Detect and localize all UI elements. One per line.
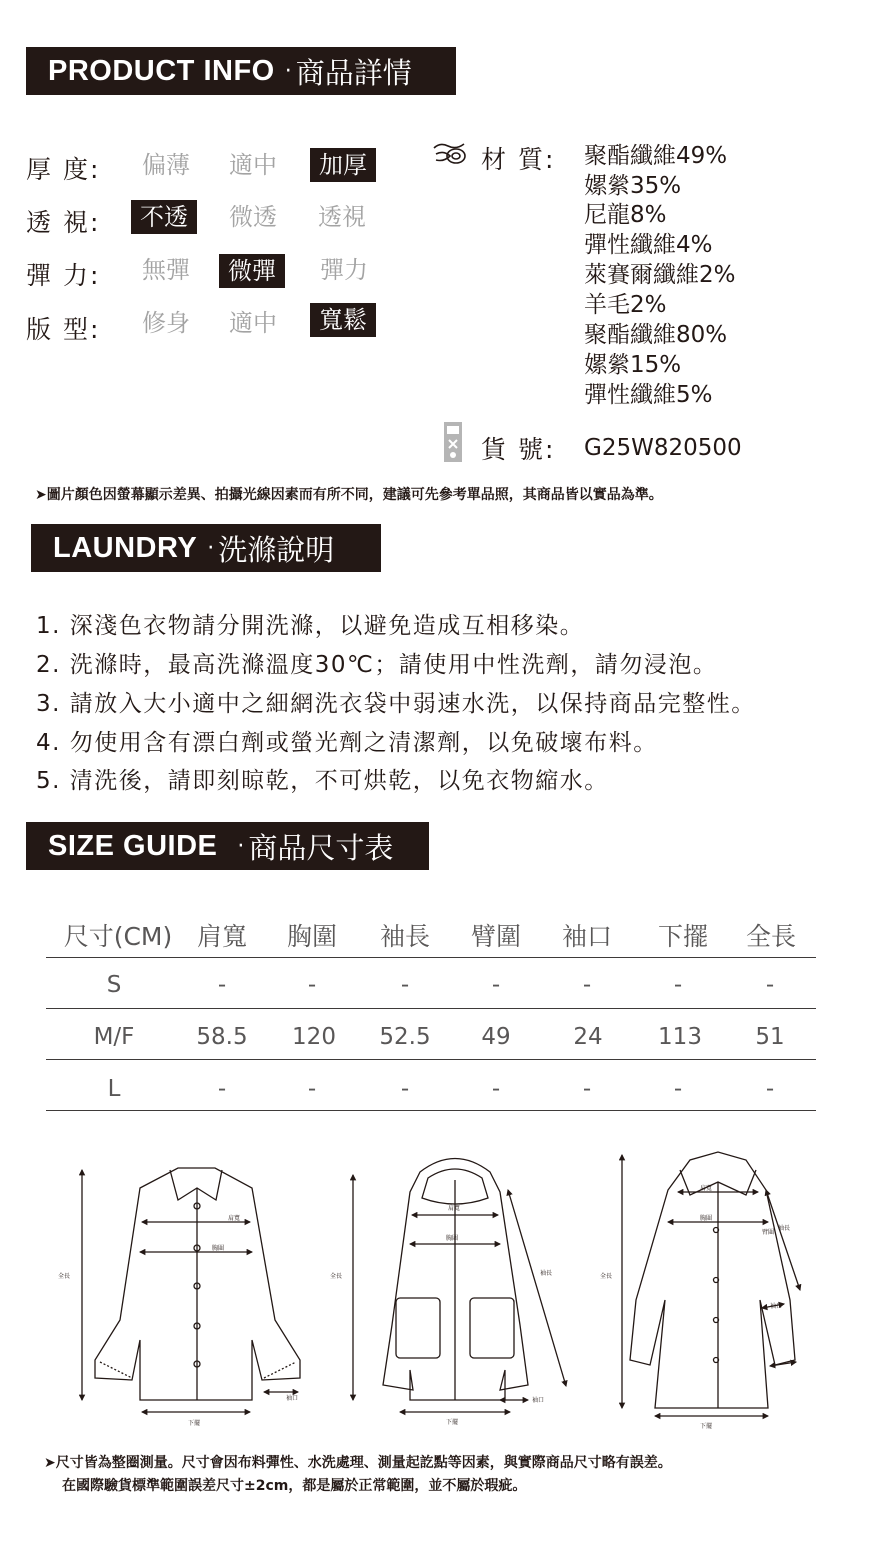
table-cell: - — [217, 972, 227, 998]
size-guide-title-zh: 商品尺寸表 — [248, 830, 394, 865]
label-hem: 下擺 — [188, 1420, 201, 1427]
diagram-labels — [58, 1184, 790, 1430]
laundry-title-en: LAUNDRY — [53, 531, 198, 564]
jacket-diagram — [82, 1168, 300, 1412]
table-divider — [46, 957, 816, 958]
table-header: 肩寬 — [196, 922, 248, 951]
attr-option: 彈力 — [320, 256, 368, 284]
material-item: 聚酯纖維80% — [584, 322, 728, 348]
laundry-line: 3. 請放入大小適中之細網洗衣袋中弱速水洗，以保持商品完整性。 — [36, 691, 756, 717]
table-cell: - — [673, 1076, 683, 1102]
label-chest: 胸圍 — [446, 1235, 459, 1242]
product-note: ➤圖片顏色因螢幕顯示差異、拍攝光線因素而有所不同，建議可先參考單品照，其商品皆以實品為準。 — [35, 487, 663, 503]
size-note-line: 在國際驗貨標準範圍誤差尺寸±2cm，都是屬於正常範圍，並不屬於瑕疵。 — [62, 1478, 527, 1494]
table-cell: - — [765, 1076, 775, 1102]
product-info-title-zh: 商品詳情 — [295, 55, 412, 90]
table-cell: 51 — [755, 1024, 785, 1050]
thread-spool-icon — [430, 140, 472, 170]
attr-option: 透視 — [318, 203, 366, 231]
label-shoulder: 肩寬 — [228, 1215, 241, 1222]
measurement-diagrams — [0, 1130, 875, 1430]
laundry-line: 2. 洗滌時，最高洗滌溫度30℃；請使用中性洗劑，請勿浸泡。 — [36, 652, 718, 678]
table-cell: 49 — [481, 1024, 511, 1050]
table-cell: - — [765, 972, 775, 998]
table-cell: - — [582, 1076, 592, 1102]
label-sleeve: 袖長 — [778, 1225, 791, 1232]
table-cell: - — [673, 972, 683, 998]
table-header: 袖長 — [379, 922, 431, 951]
attr-label-fit: 版 型: — [26, 315, 101, 344]
label-chest: 胸圍 — [700, 1215, 713, 1222]
material-item: 彈性纖維4% — [584, 232, 713, 258]
size-note-line: ➤尺寸皆為整圈測量。尺寸會因布料彈性、水洗處理、測量起訖點等因素，與實際商品尺寸略有誤差。 — [44, 1455, 672, 1471]
table-header: 袖口 — [561, 922, 613, 951]
laundry-title-zh: 洗滌說明 — [218, 532, 335, 567]
material-item: 嫘縈35% — [584, 173, 682, 199]
attr-option-selected: 不透 — [131, 200, 197, 234]
tag-icon — [441, 420, 465, 464]
material-item: 聚酯纖維49% — [584, 143, 728, 169]
sku-label: 貨 號: — [481, 435, 556, 464]
laundry-line: 5. 清洗後，請即刻晾乾，不可烘乾，以免衣物縮水。 — [36, 768, 609, 794]
table-cell: - — [307, 972, 317, 998]
table-cell: - — [491, 1076, 501, 1102]
label-sleeve: 袖長 — [540, 1270, 553, 1277]
label-arm: 臂圍 — [762, 1229, 775, 1236]
size-guide-title-en: SIZE GUIDE — [48, 829, 218, 862]
attr-option-selected: 微彈 — [219, 254, 285, 288]
size-guide-banner — [26, 822, 429, 870]
label-length: 全長 — [330, 1273, 343, 1280]
label-shoulder: 肩寬 — [448, 1205, 461, 1212]
table-divider — [46, 1008, 816, 1009]
table-cell-size: M/F — [93, 1024, 135, 1050]
label-length: 全長 — [58, 1273, 71, 1280]
table-cell: 58.5 — [196, 1024, 248, 1050]
table-cell: 24 — [573, 1024, 603, 1050]
table-header: 下擺 — [657, 922, 709, 951]
laundry-line: 4. 勿使用含有漂白劑或螢光劑之清潔劑，以免破壞布料。 — [36, 730, 658, 756]
label-cuff: 袖口 — [286, 1395, 299, 1402]
table-cell: 113 — [658, 1024, 702, 1050]
label-hem: 下擺 — [700, 1423, 713, 1430]
attr-option: 微透 — [229, 203, 277, 231]
label-cuff: 袖口 — [770, 1303, 783, 1310]
label-chest: 胸圍 — [212, 1245, 225, 1252]
label-hem: 下擺 — [446, 1419, 459, 1426]
table-cell-size: S — [106, 972, 122, 998]
material-label: 材 質: — [481, 145, 556, 174]
table-cell: 120 — [292, 1024, 336, 1050]
label-shoulder: 肩寬 — [700, 1185, 713, 1192]
table-cell: - — [217, 1076, 227, 1102]
table-cell: - — [400, 972, 410, 998]
table-cell: 52.5 — [379, 1024, 431, 1050]
table-cell: - — [307, 1076, 317, 1102]
table-header-size: 尺寸(CM) — [63, 922, 173, 951]
attr-option-selected: 加厚 — [310, 148, 376, 182]
hoodie-diagram — [353, 1159, 566, 1413]
attr-option: 無彈 — [142, 256, 190, 284]
attr-label-opacity: 透 視: — [26, 208, 101, 237]
label-length: 全長 — [600, 1273, 613, 1280]
attr-option: 修身 — [142, 309, 190, 337]
banner-bullet: · — [207, 535, 215, 561]
table-divider — [46, 1059, 816, 1060]
table-header: 胸圍 — [286, 922, 338, 951]
attr-option: 適中 — [229, 309, 277, 337]
table-header: 臂圍 — [470, 922, 522, 951]
material-item: 尼龍8% — [584, 202, 667, 228]
table-cell: - — [400, 1076, 410, 1102]
material-item: 嫘縈15% — [584, 352, 682, 378]
label-cuff: 袖口 — [532, 1397, 545, 1404]
sku-value: G25W820500 — [584, 435, 742, 461]
material-item: 彈性纖維5% — [584, 382, 713, 408]
table-divider — [46, 1110, 816, 1111]
table-cell-size: L — [107, 1076, 121, 1102]
banner-bullet: · — [284, 58, 292, 84]
banner-bullet: · — [237, 833, 245, 859]
material-item: 萊賽爾纖維2% — [584, 262, 736, 288]
attr-label-elasticity: 彈 力: — [26, 261, 101, 290]
table-header: 全長 — [745, 922, 797, 951]
table-cell: - — [582, 972, 592, 998]
laundry-banner — [31, 524, 381, 572]
product-info-banner — [26, 47, 456, 95]
laundry-line: 1. 深淺色衣物請分開洗滌，以避免造成互相移染。 — [36, 613, 585, 639]
attr-option: 適中 — [229, 151, 277, 179]
product-info-title-en: PRODUCT INFO — [48, 54, 275, 87]
material-item: 羊毛2% — [584, 292, 667, 318]
attr-label-thickness: 厚 度: — [26, 155, 101, 184]
attr-option-selected: 寬鬆 — [310, 303, 376, 337]
table-cell: - — [491, 972, 501, 998]
attr-option: 偏薄 — [142, 151, 190, 179]
